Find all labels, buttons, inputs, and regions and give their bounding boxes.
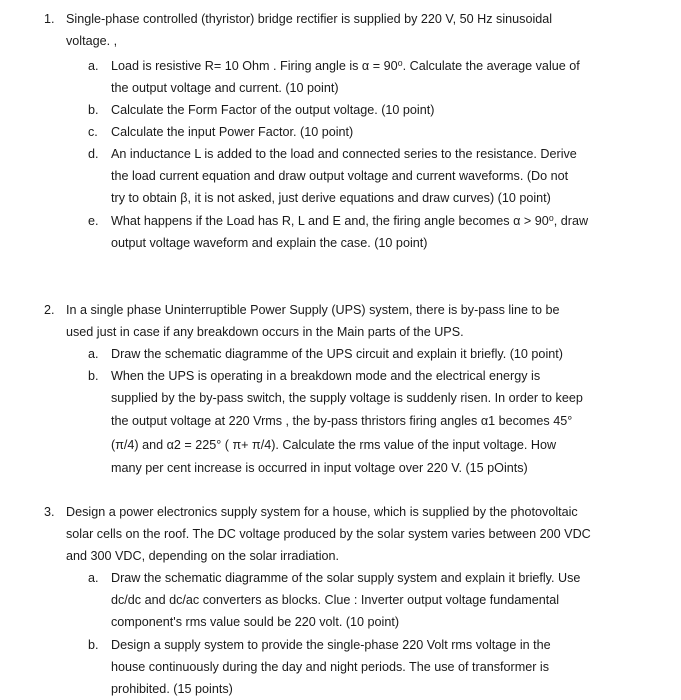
part-letter: d. — [88, 147, 99, 161]
part-text-line: prohibited. (15 points) — [111, 682, 233, 696]
part-text-line: the load current equation and draw output voltage and current waveforms. (Do not — [111, 169, 569, 183]
part-text-line: Draw the schematic diagramme of the UPS circuit and explain it briefly. (10 point) — [111, 347, 563, 361]
part-letter: a. — [88, 571, 99, 585]
question-number: 2. — [44, 303, 55, 317]
part-text-line: An inductance L is added to the load and connected series to the resistance. Derive — [111, 147, 577, 161]
question-text-line: and 300 VDC, depending on the solar irradiation. — [66, 549, 340, 563]
part-text-line: Design a supply system to provide the single-phase 220 Volt rms voltage in the — [111, 638, 551, 652]
part-letter: c. — [88, 125, 98, 139]
part-text-line: Draw the schematic diagramme of the solar supply system and explain it briefly. Use — [111, 571, 581, 585]
part-letter: a. — [88, 59, 99, 73]
part-text-line: output voltage waveform and explain the case. (10 point) — [111, 236, 428, 250]
question-text-line: voltage. , — [66, 34, 118, 48]
part-text-line: When the UPS is operating in a breakdown mode and the electrical energy is — [111, 369, 541, 383]
part-letter: e. — [88, 214, 99, 228]
part-text-line: dc/dc and dc/ac converters as blocks. Clue : Inverter output voltage fundamental — [111, 593, 560, 607]
part-text-line: many per cent increase is occurred in input voltage over 220 V. (15 pOints) — [111, 461, 528, 475]
question-text-line: used just in case if any breakdown occurs in the Main parts of the UPS. — [66, 325, 464, 339]
part-text-line: (π/4) and α2 = 225° ( π+ π/4). Calculate the rms value of the input voltage. How — [111, 438, 557, 452]
part-letter: b. — [88, 369, 99, 383]
part-letter: a. — [88, 347, 99, 361]
part-text-line: house continuously during the day and night periods. The use of transformer is — [111, 660, 550, 674]
part-text-line: Calculate the input Power Factor. (10 point) — [111, 125, 354, 139]
part-text-line: component's rms value sould be 220 volt. (10 point) — [111, 615, 400, 629]
part-letter: b. — [88, 638, 99, 652]
question-number: 3. — [44, 505, 55, 519]
part-text-line: the output voltage at 220 Vrms , the by-pass thristors firing angles α1 becomes 45° — [111, 414, 573, 428]
question-text-line: Design a power electronics supply system for a house, which is supplied by the photovoltaic — [66, 505, 578, 519]
part-text-line: try to obtain β, it is not asked, just derive equations and draw curves) (10 point) — [111, 191, 551, 205]
part-letter: b. — [88, 103, 99, 117]
question-number: 1. — [44, 12, 55, 26]
question-text-line: Single-phase controlled (thyristor) bridge rectifier is supplied by 220 V, 50 Hz sinusoidal — [66, 12, 553, 26]
part-text-line: supplied by the by-pass switch, the supply voltage is suddenly risen. In order to keep — [111, 391, 583, 405]
part-text-line: the output voltage and current. (10 point) — [111, 81, 339, 95]
part-text-line: What happens if the Load has R, L and E and, the firing angle becomes α > 90⁰, draw — [111, 214, 589, 228]
part-text-line: Calculate the Form Factor of the output voltage. (10 point) — [111, 103, 435, 117]
question-text-line: solar cells on the roof. The DC voltage produced by the solar system varies between 200 VDC — [66, 527, 591, 541]
question-text-line: In a single phase Uninterruptible Power Supply (UPS) system, there is by-pass line to be — [66, 303, 560, 317]
part-text-line: Load is resistive R= 10 Ohm . Firing angle is α = 90⁰. Calculate the average value of — [111, 59, 580, 73]
